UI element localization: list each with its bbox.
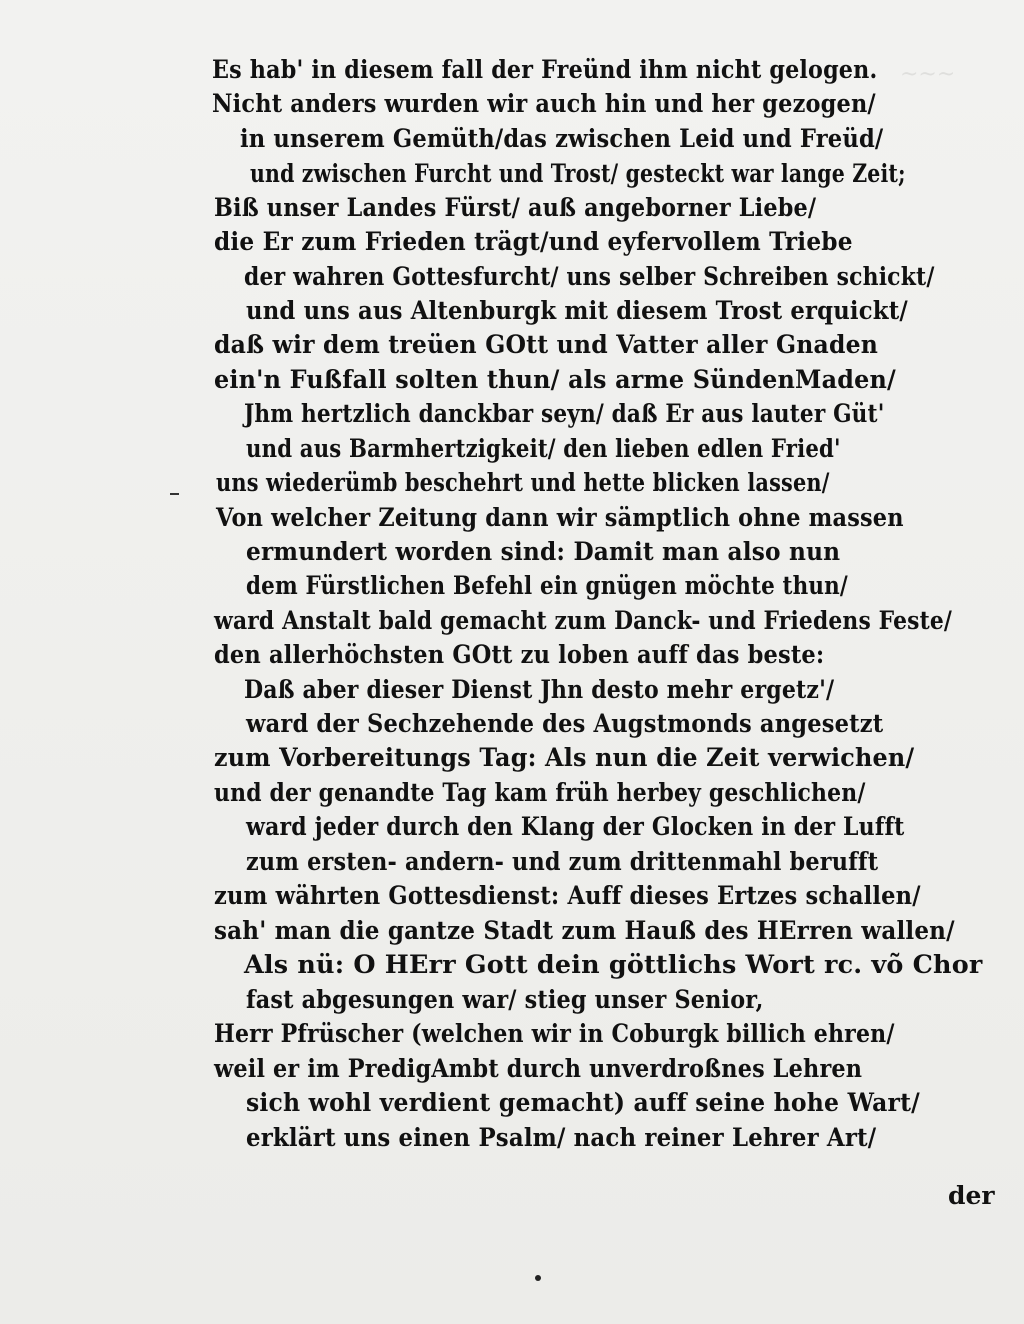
- poem-line: ward der Sechzehende des Augstmonds angesetzt: [246, 709, 884, 738]
- poem-line: und zwischen Furcht und Trost/ gesteckt war lange Zeit;: [250, 159, 906, 188]
- poem-line: Biß unser Landes Fürst/ auß angeborner Liebe/: [214, 193, 817, 222]
- poem-line: und der genandte Tag kam früh herbey geschlichen/: [214, 778, 866, 807]
- poem-line: weil er im PredigAmbt durch unverdroßnes Lehren: [214, 1054, 863, 1083]
- catchword: der: [948, 1181, 995, 1210]
- poem-line: daß wir dem treüen GOtt und Vatter aller Gnaden: [214, 330, 879, 359]
- poem-line: Daß aber dieser Dienst Jhn desto mehr ergetz'/: [244, 675, 835, 704]
- poem-line: Es hab' in diesem fall der Freünd ihm nicht gelogen.: [212, 55, 878, 84]
- poem-line: Von welcher Zeitung dann wir sämptlich ohne massen: [216, 503, 904, 532]
- poem-line: Herr Pfrüscher (welchen wir in Coburgk billich ehren/: [214, 1019, 895, 1048]
- poem-line: Als nü: O HErr Gott dein göttlichs Wort rc. võ Chor: [244, 950, 983, 979]
- poem-line: der wahren Gottesfurcht/ uns selber Schreiben schickt/: [244, 262, 935, 291]
- poem-line: und aus Barmhertzigkeit/ den lieben edlen Fried': [246, 434, 841, 463]
- poem-line: sah' man die gantze Stadt zum Hauß des HErren wallen/: [214, 916, 955, 945]
- poem-line: zum Vorbereitungs Tag: Als nun die Zeit verwichen/: [214, 743, 915, 772]
- poem-line: dem Fürstlichen Befehl ein gnügen möchte thun/: [246, 571, 848, 600]
- poem-line: die Er zum Frieden trägt/und eyfervollem Triebe: [214, 227, 853, 256]
- poem-line: in unserem Gemüth/das zwischen Leid und Freüd/: [240, 124, 884, 153]
- poem-line: ein'n Fußfall solten thun/ als arme SündenMaden/: [214, 365, 896, 394]
- poem-line: und uns aus Altenburgk mit diesem Trost erquickt/: [246, 296, 908, 325]
- poem-line: erklärt uns einen Psalm/ nach reiner Lehrer Art/: [246, 1123, 877, 1152]
- poem-line: ward jeder durch den Klang der Glocken in der Lufft: [246, 812, 905, 841]
- poem-line: zum währten Gottesdienst: Auff dieses Ertzes schallen/: [214, 881, 921, 910]
- poem-line: sich wohl verdient gemacht) auff seine hohe Wart/: [246, 1088, 920, 1117]
- poem-line: uns wiederümb beschehrt und hette blicken lassen/: [216, 468, 830, 497]
- ink-speck: [535, 1275, 541, 1281]
- poem-line: Jhm hertzlich danckbar seyn/ daß Er aus lauter Güt': [244, 399, 885, 428]
- show-through-text: ~~~: [900, 62, 956, 87]
- margin-dash: [170, 493, 179, 495]
- poem-line: fast abgesungen war/ stieg unser Senior,: [246, 985, 764, 1014]
- poem-line: den allerhöchsten GOtt zu loben auff das beste:: [214, 640, 825, 669]
- poem-line: ward Anstalt bald gemacht zum Danck- und Friedens Feste/: [214, 606, 953, 635]
- poem-line: Nicht anders wurden wir auch hin und her gezogen/: [212, 89, 876, 118]
- poem-line: ermundert worden sind: Damit man also nun: [246, 537, 841, 566]
- poem-line: zum ersten- andern- und zum drittenmahl berufft: [246, 847, 879, 876]
